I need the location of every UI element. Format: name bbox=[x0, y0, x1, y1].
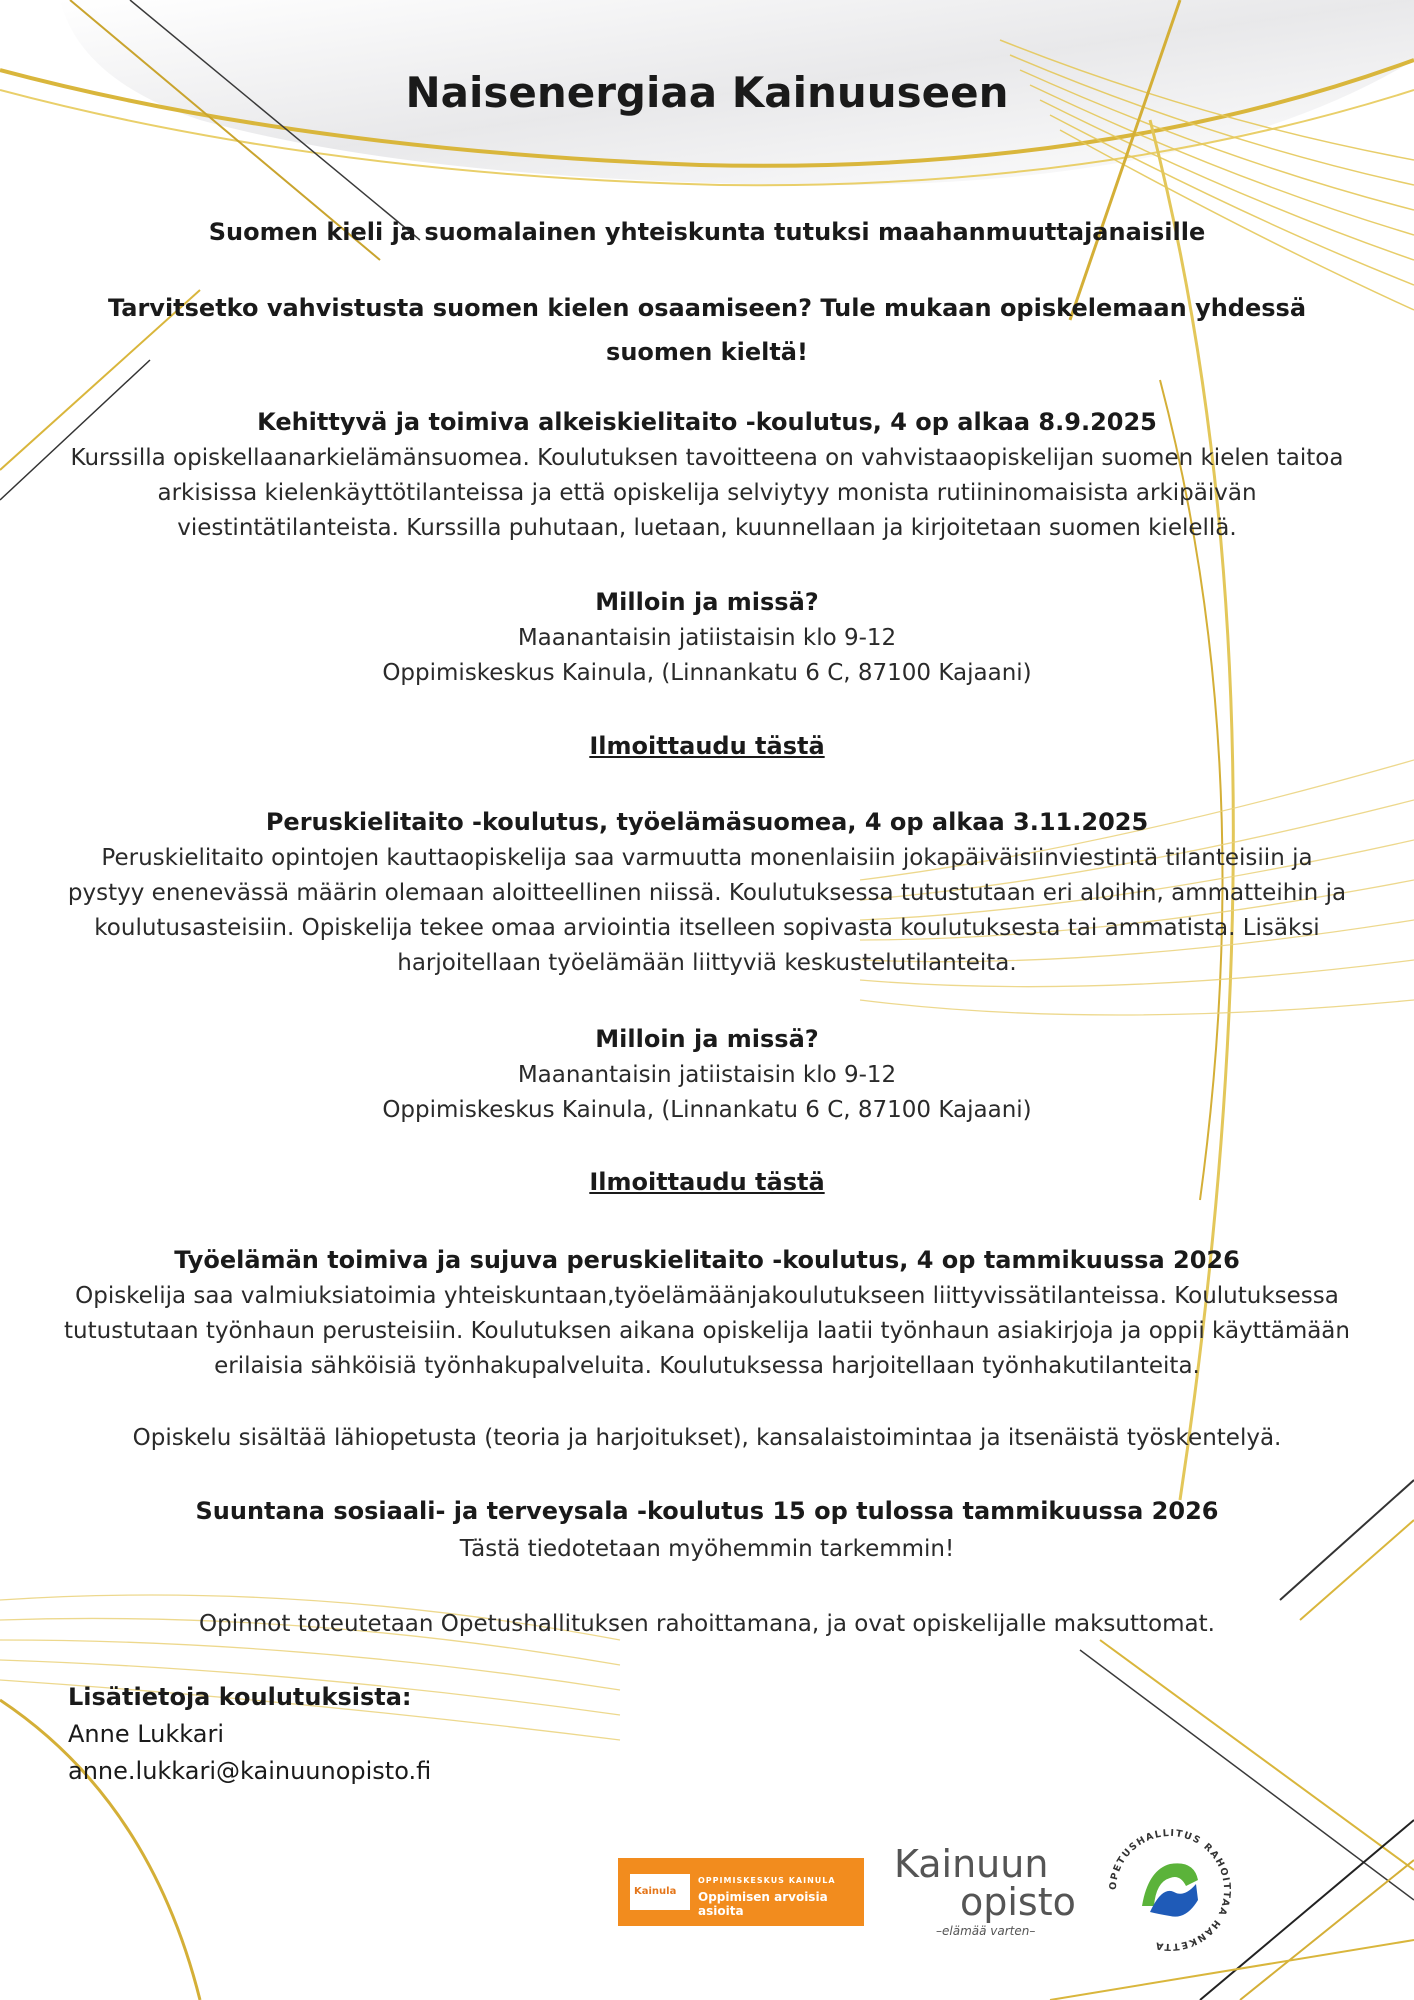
oph-ring-text: OPETUSHALLITUS RAHOITTAA HANKETTA bbox=[1107, 1827, 1233, 1953]
course2-register-row bbox=[0, 1168, 1414, 1196]
course1-location: Oppimiskeskus Kainula, (Linnankatu 6 C, 87100 Kajaani) bbox=[382, 660, 1032, 686]
course2-when-heading: Milloin ja missä? bbox=[595, 1025, 819, 1053]
kainula-logo-tagline: Oppimisen arvoisia asioita bbox=[698, 1890, 828, 1918]
course2-schedule: Maanantaisin jatiistaisin klo 9-12 bbox=[517, 1062, 897, 1088]
intro-line-1: Tarvitsetko vahvistusta suomen kielen osaamiseen? Tule mukaan opiskelemaan yhdessä bbox=[107, 294, 1307, 322]
course2-description: Peruskielitaito opintojen kauttaopiskelija saa varmuutta monenlaisiin jokapäiväisiinviestintä tilanteisiin ja pystyy enenevässä määrin olemaan aloitteellinen niissä. Koulutuksessa tutustutaan eri aloihin, ammatteihin ja koulutusasteisiin. Opiskelija tekee omaa arviointia itselleen sopivasta koulutuksesta tai ammatista. Lisäksi harjoitellaan työelämään liittyviä keskustelutilanteita. bbox=[67, 845, 1347, 976]
subtitle: Suomen kieli ja suomalainen yhteiskunta tutuksi maahanmuuttajanaisille bbox=[208, 218, 1206, 246]
course1-register-row bbox=[0, 732, 1414, 760]
course2-heading: Peruskielitaito -koulutus, työelämäsuomea, 4 op alkaa 3.11.2025 bbox=[265, 808, 1149, 836]
course3-heading: Työelämän toimiva ja sujuva peruskielitaito -koulutus, 4 op tammikuussa 2026 bbox=[174, 1246, 1240, 1274]
course1-schedule: Maanantaisin jatiistaisin klo 9-12 bbox=[517, 625, 897, 651]
kainula-logo-box: Kainula bbox=[630, 1874, 690, 1910]
course2-location: Oppimiskeskus Kainula, (Linnankatu 6 C, 87100 Kajaani) bbox=[382, 1097, 1032, 1123]
kainuun-logo-bottom: opisto bbox=[960, 1880, 1076, 1924]
kainuun-logo-top: Kainuun bbox=[894, 1842, 1049, 1886]
intro-line-2: suomen kieltä! bbox=[606, 338, 808, 366]
course1-register-link[interactable]: Ilmoittaudu tästä bbox=[589, 732, 825, 760]
course4-heading: Suuntana sosiaali- ja terveysala -koulutus 15 op tulossa tammikuussa 2026 bbox=[195, 1497, 1219, 1525]
contact-email[interactable]: anne.lukkari@kainuunopisto.fi bbox=[68, 1757, 432, 1785]
course1-heading: Kehittyvä ja toimiva alkeiskielitaito -koulutus, 4 op alkaa 8.9.2025 bbox=[257, 408, 1157, 436]
opetushallitus-logo bbox=[1100, 1820, 1240, 1960]
course4-note: Tästä tiedotetaan myöhemmin tarkemmin! bbox=[459, 1536, 955, 1562]
contact-heading: Lisätietoja koulutuksista: bbox=[68, 1683, 412, 1711]
course2-register-link[interactable]: Ilmoittaudu tästä bbox=[589, 1168, 825, 1196]
contact-block bbox=[68, 1679, 768, 1790]
course1-when-heading: Milloin ja missä? bbox=[595, 588, 819, 616]
contact-name: Anne Lukkari bbox=[68, 1720, 225, 1748]
course3-description: Opiskelija saa valmiuksiatoimia yhteiskuntaan,työelämäänjakoulutukseen liittyvissätilanteissa. Koulutuksessa tutustutaan työnhaun perusteisiin. Koulutuksen aikana opiskelija laatii työnhaun asiakirjoja ja oppii käyttämään erilaisia sähköisiä työnhakupalveluita. Koulutuksessa harjoitellaan työnhakutilanteita. bbox=[64, 1283, 1350, 1379]
course1-description: Kurssilla opiskellaanarkielämänsuomea. Koulutuksen tavoitteena on vahvistaaopiskelijan suomen kielen taitoa arkisissa kielenkäyttötilanteissa ja että opiskelija selviytyy monista rutiininomaisista arkipäivän viestintätilanteista. Kurssilla puhutaan, luetaan, kuunnellaan ja kirjoitetaan suomen kielellä. bbox=[70, 445, 1344, 541]
kainuun-logo-tagline: –elämää varten– bbox=[936, 1924, 1036, 1938]
kainula-logo bbox=[618, 1858, 864, 1926]
kainula-logo-small: OPPIMISKESKUS KAINULA bbox=[698, 1876, 836, 1885]
funding-note: Opinnot toteutetaan Opetushallituksen rahoittamana, ja ovat opiskelijalle maksuttomat. bbox=[199, 1611, 1215, 1637]
study-content: Opiskelu sisältää lähiopetusta (teoria ja harjoitukset), kansalaistoimintaa ja itsenäistä työskentelyä. bbox=[132, 1425, 1282, 1451]
page-title: Naisenergiaa Kainuuseen bbox=[405, 68, 1009, 117]
kainuun-opisto-logo bbox=[890, 1838, 1076, 1938]
